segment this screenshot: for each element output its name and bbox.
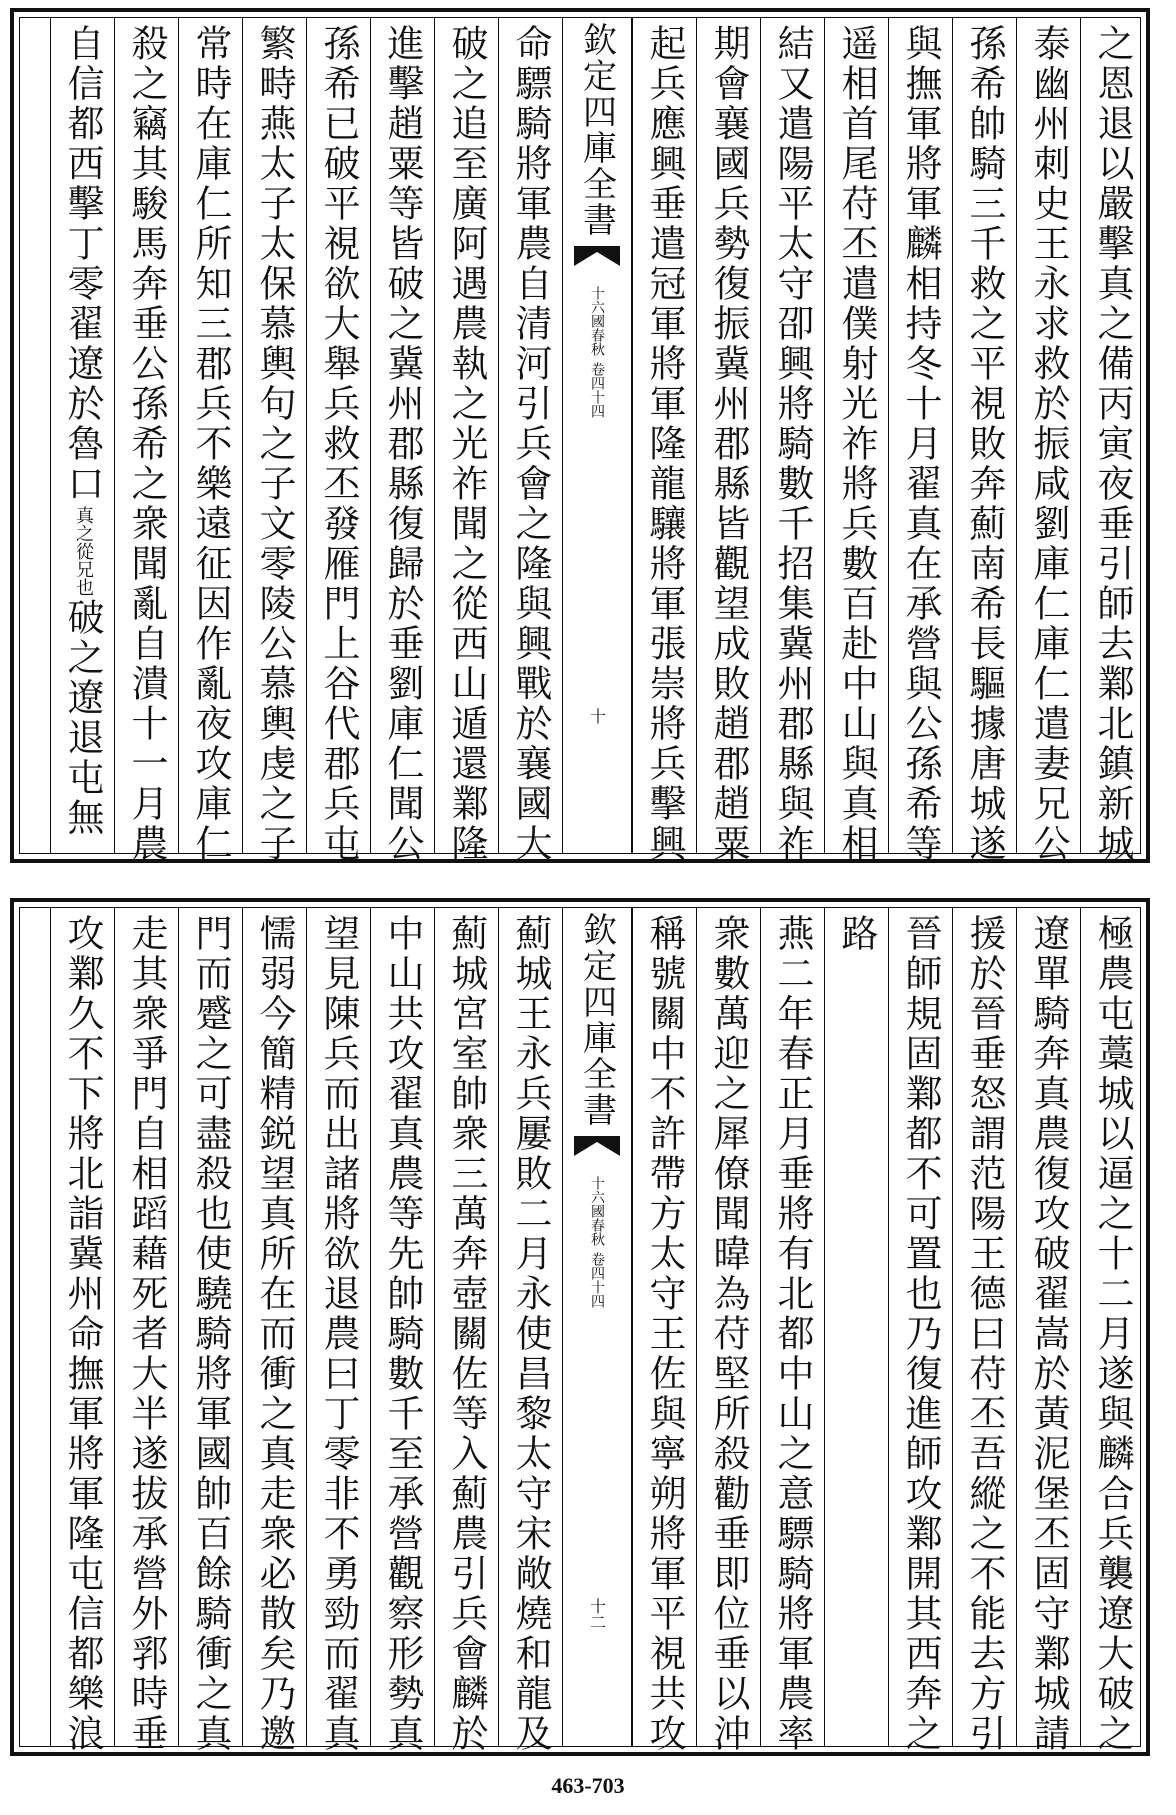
column-text: 孫希已破平視欲大舉兵救丕發雁門上谷代郡兵屯 [317, 24, 360, 864]
column-text: 薊城宮室帥衆三萬奔壺關佐等入薊農引兵會麟於 [445, 914, 488, 1754]
text-column [696, 18, 760, 864]
text-column [1080, 908, 1144, 1754]
text-column [114, 18, 178, 864]
bottom-page-frame [10, 898, 1150, 1756]
column-text: 破之追至廣阿遇農執之光祚聞之從西山遁還鄴隆 [445, 24, 488, 864]
text-column [370, 18, 434, 864]
column-text: 自信都西擊丁零翟遼於魯口 [61, 24, 104, 504]
column-text: 繁畤燕太子太保慕輿句之子文零陵公慕輿虔之子 [253, 24, 296, 864]
column-text: 中山共攻翟真農等先帥騎數千至承營觀察形勢真 [381, 914, 424, 1754]
column-text: 殺之竊其駿馬奔垂公孫希之衆聞亂自潰十一月農 [125, 24, 168, 864]
text-column [498, 18, 562, 864]
text-column [1016, 18, 1080, 864]
column-text: 走其衆爭門自相蹈藉死者大半遂拔承營外郛時垂 [125, 914, 168, 1754]
text-column [178, 908, 242, 1754]
text-column [760, 908, 824, 1754]
leaf-number: 十 [587, 708, 607, 724]
collection-title: 欽定四庫全書 [576, 22, 617, 238]
top-page-frame [10, 8, 1150, 863]
text-column [632, 908, 696, 1754]
text-column [242, 18, 306, 864]
book-title: 十六國春秋 [589, 1176, 605, 1246]
text-column [178, 18, 242, 864]
column-text: 援於晉垂怒謂范陽王德曰苻丕吾縱之不能去方引 [963, 914, 1006, 1754]
text-column [696, 908, 760, 1754]
text-column [1080, 18, 1144, 864]
column-text: 薊城王永兵屢敗二月永使昌黎太守宋敞燒和龍及 [509, 914, 552, 1754]
column-text: 極農屯藁城以逼之十二月遂與麟合兵襲遼大破之 [1091, 914, 1134, 1754]
column-text: 遥相首尾苻丕遣僕射光祚將兵數百赴中山與真相 [835, 24, 878, 864]
top-page-inner [19, 17, 1141, 864]
bottom-page-inner [19, 907, 1141, 1754]
center-fold-column [562, 18, 632, 853]
collection-title: 欽定四庫全書 [576, 912, 617, 1128]
column-text: 泰幽州刺史王永求救於振咸劉庫仁庫仁遣妻兄公 [1027, 24, 1070, 864]
book-title: 十六國春秋 [589, 286, 605, 356]
page-footer-number: 463-703 [551, 1773, 625, 1798]
text-column [114, 908, 178, 1754]
column-text: 起兵應興垂遣冠軍將軍隆龍驤將軍張崇將兵擊興 [643, 24, 686, 864]
text-column [434, 908, 498, 1754]
column-text: 破之遼退屯無 [61, 598, 104, 838]
column-text: 路 [835, 914, 878, 954]
volume-label: 卷四十四 [589, 362, 605, 418]
column-text: 稱號關中不許帶方太守王佐與寧朔將軍平視共攻 [643, 914, 686, 1754]
text-column-with-note [50, 18, 114, 853]
fishtail-mark-icon [574, 1136, 620, 1162]
column-text: 常時在庫仁所知三郡兵不樂遠征因作亂夜攻庫仁 [189, 24, 232, 864]
text-column [498, 908, 562, 1754]
text-column [824, 18, 888, 864]
text-column [1016, 908, 1080, 1754]
column-text: 結又遣陽平太守卲興將騎數千招集冀州郡縣與祚 [771, 24, 814, 864]
column-text: 門而蹙之可盡殺也使驍騎將軍國帥百餘騎衝之真 [189, 914, 232, 1754]
text-column [242, 908, 306, 1754]
text-column [50, 908, 114, 1754]
text-column [824, 908, 888, 1746]
column-text: 懦弱今簡精鋭望真所在而衝之真走衆必散矣乃邀 [253, 914, 296, 1754]
text-column [888, 908, 952, 1754]
column-text: 晉師規固鄴都不可置也乃復進師攻鄴開其西奔之 [899, 914, 942, 1754]
column-text: 進擊趙粟等皆破之冀州郡縣復歸於垂劉庫仁聞公 [381, 24, 424, 864]
leaf-number: 十二 [587, 1598, 607, 1630]
column-text: 衆數萬迎之犀僚聞暐為苻堅所殺勸垂即位垂以沖 [707, 914, 750, 1754]
text-column [306, 18, 370, 864]
text-column [306, 908, 370, 1754]
text-column [888, 18, 952, 864]
column-text: 期會襄國兵勢復振冀州郡縣皆觀望成敗趙郡趙粟 [707, 24, 750, 864]
column-text: 燕二年春正月垂將有北都中山之意驃騎將軍農率 [771, 914, 814, 1754]
text-column [632, 18, 696, 864]
column-text: 攻鄴久不下將北詣冀州命撫軍將軍隆屯信都樂浪 [61, 914, 104, 1754]
text-column [952, 908, 1016, 1754]
text-column [952, 18, 1016, 864]
column-text: 孫希帥騎三千救之平視敗奔薊南希長驅據唐城遂 [963, 24, 1006, 864]
column-text: 遼單騎奔真農復攻破翟嵩於黃泥堡丕固守鄴城請 [1027, 914, 1070, 1754]
text-column [434, 18, 498, 864]
column-text: 命驃騎將軍農自清河引兵會之隆與興戰於襄國大 [509, 24, 552, 864]
column-text: 之恩退以嚴擊真之備丙寅夜垂引師去鄴北鎮新城 [1091, 24, 1134, 864]
column-text: 望見陳兵而出諸將欲退農曰丁零非不勇勁而翟真 [317, 914, 360, 1754]
column-text: 與撫軍將軍麟相持冬十月翟真在承營與公孫希等 [899, 24, 942, 864]
fishtail-mark-icon [574, 246, 620, 272]
text-column [370, 908, 434, 1754]
center-fold-column [562, 908, 632, 1746]
text-column [760, 18, 824, 864]
interlinear-note: 真之從兄也 [72, 506, 94, 596]
volume-label: 卷四十四 [589, 1252, 605, 1308]
